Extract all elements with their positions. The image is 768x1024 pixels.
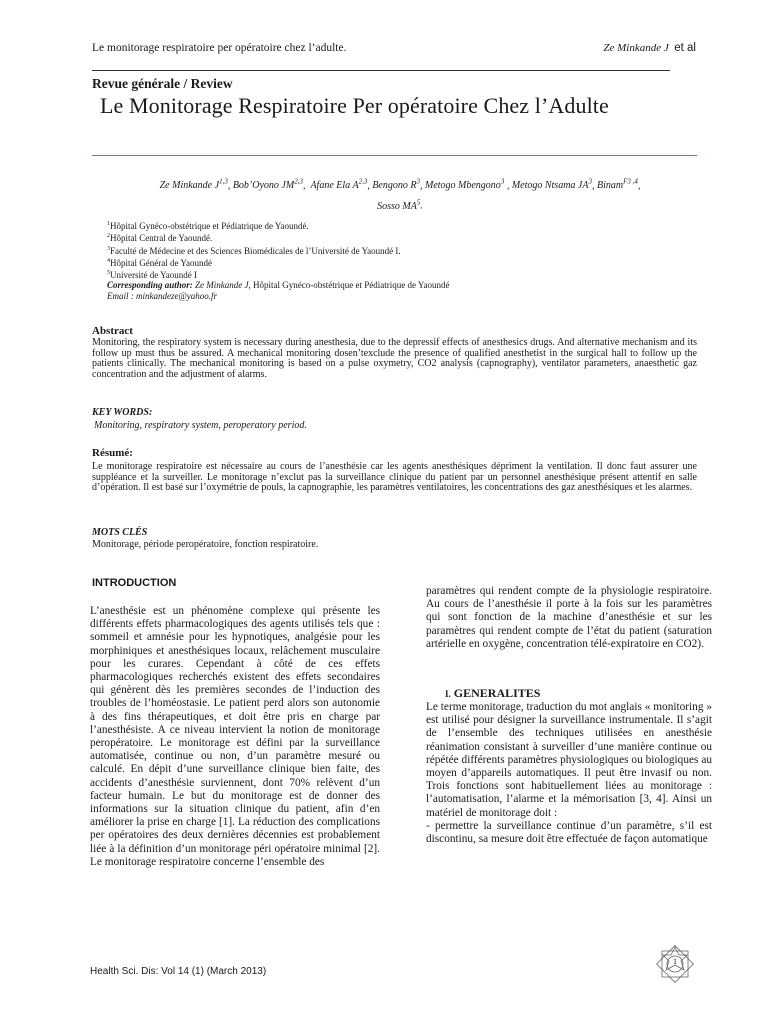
corresponding-email[interactable]: Email : minkandeze@yahoo.fr (107, 290, 218, 301)
title-rule (92, 155, 697, 156)
author: Bob’Oyono JM$^{2,3}$ (232, 178, 303, 192)
keywords-heading: KEY WORDS: (92, 407, 153, 418)
author: Metogo Ntsama $JA^3$ (511, 178, 592, 192)
author: Sosso $MA^5$ (377, 198, 421, 212)
page-number-badge (656, 945, 694, 983)
abstract-heading: Abstract (92, 325, 133, 337)
introduction-heading: INTRODUCTION (92, 577, 177, 589)
introduction-paragraph: L’anesthésie est un phénomène complexe qui présente les différents effets pharmacologiques des agents utilisés tels que : sommeil et amnésie pour les hypnotiques, analgésie pour les morphiniques et anesthésiques locaux, relâchement musculaire pour les curares. Cependant à côté de ces effets pharmacologiques recherchés existent des effets secondaires qui génèrent dès les premières secondes de l’induction des troubles de l’homéostasie. Le patient perd alors son autonomie à des fins thérapeutiques, et doit être pris en charge par l’anesthésiste. A ce niveau intervient la notion de monitorage peropératoire. Le monitorage est défini par la surveillance automatisée, continue ou non, d’un paramètre mesuré ou calculé. En dépit d’une surveillance clinique bien faite, des accidents d’anesthésie surviennent, dont 70% relèvent d’un facteur humain. Le but du monitorage est de donner des informations sur la situation clinique du patient, afin d’en améliorer la prise en charge [1]. La réduction des complications per opératoires des deux dernières décennies est probablement liée à la définition d’un monitorage péri opératoire minimal [2]. Le monitorage respiratoire concerne l’ensemble des (90, 605, 380, 868)
keywords-text: Monitoring, respiratory system, peroperatory period. (94, 420, 307, 431)
header-rule (92, 70, 670, 71)
abstract-text: Monitoring, the respiratory system is necessary during anesthesia, due to the depressif effects of anesthesics drugs. And alternative mechanism and its follow up must thus be assured. A mechanical monitoring dosen’texclude the presence of qualified anesthetist in the surgical hall to follow up the patients clinically. The mechanical monitoring is based on a pulse oxymetry, CO2 analysis (capnography), ventilator parameters, anaesthetic gaz concentration and the adjustment of alarms. (92, 337, 697, 380)
generalites-number: I. (445, 689, 451, 699)
running-title: Le monitorage respiratoire per opératoire chez l’adulte. (92, 42, 347, 54)
author-list: Ze Minkande J$^{1,3}$, Bob’Oyono JM$^{2,3}$, Afane Ela A$^{2,3}$, Bengono $R^3$, Metogo Mbengono$^3$ , Metogo Ntsama $JA^3$, Binam$^{F3 ,4}$, Sosso $MA^5$. (159, 178, 641, 212)
affiliations (107, 219, 449, 301)
intro-continued (426, 585, 712, 651)
mots-cles-heading: MOTS CLÉS (92, 527, 148, 538)
introduction-text (90, 605, 380, 869)
footer-citation: Health Sci. Dis: Vol 14 (1) (March 2013) (90, 966, 267, 977)
affiliation: $^2$Hôpital Central de Yaoundé. (107, 233, 213, 244)
running-author-etal: et al (674, 42, 696, 54)
mots-cles-text: Monitorage, période peropératoire, fonction respiratoire. (92, 539, 319, 550)
running-author (603, 42, 696, 54)
generalites-bullet: - permettre la surveillance continue d’un paramètre, s’il est discontinu, sa mesure doit être effectuée de façon automatique (426, 819, 712, 846)
generalites-paragraph: Le terme monitorage, traduction du mot anglais « monitoring » est utilisé pour désigner la surveillance instrumentale. Il s’agit de l’ensemble des techniques utilisées en anesthésie réanimation consistant à surveiller d’une manière continue ou répétée différents paramètres physiologiques ou biologiques au moyen d’appareils automatiques. Il peut être invasif ou non. Trois fonctions sont habituellement liées au monitorage : l’automatisation, l’alarme et la mémorisation [3, 4]. Ainsi un matériel de monitorage doit : (426, 701, 712, 819)
author: Bengono $R^3$ (372, 178, 420, 192)
intro-continued-paragraph: paramètres qui rendent compte de la physiologie respiratoire. Au cours de l’anesthésie il porte à la fois sur les paramètres qui sont fonction de la machine d’anesthésie et sur les paramètres qui rendent compte de l’état du patient (saturation artérielle en oxygène, concentration télé-expiratoire en CO2). (426, 585, 712, 650)
section-label: Revue générale / Review (92, 76, 233, 91)
affiliation: $^5$Université de Yaoundé I (107, 270, 197, 281)
affiliation: $^1$Hôpital Gynéco-obstétrique et Pédiatrique de Yaoundé. (107, 221, 309, 231)
resume-text: Le monitorage respiratoire est nécessaire au cours de l’anesthésie car les agents anesthésiques dépriment la ventilation. Il donc faut assurer une suppléance et la surveiller. Le monitorage n’exclut pas la surveillance clinique du patient par un personnel anesthésique présent attentif en salle d’opération. Il est basé sur l’oxymétrie de pouls, la capnographie, les paramètres ventilatoires, les concentrations des gaz anesthésiques et les alarmes. (92, 461, 697, 494)
article-title: Le Monitorage Respiratoire Per opératoire Chez l’Adulte (100, 93, 609, 118)
resume-heading: Résumé: (92, 447, 133, 459)
generalites-heading (445, 686, 540, 701)
generalites-title: GENERALITES (453, 686, 541, 700)
author: Metogo Mbengono$^3$ (424, 178, 505, 192)
corresponding-author: Corresponding author: Ze Minkande J, Hôpital Gynéco-obstétrique et Pédiatrique de Yaoundé (107, 280, 450, 291)
generalites-text (426, 701, 712, 846)
affiliation: $^3$Faculté de Médecine et des Sciences Biomédicales de l’Université de Yaoundé I. (107, 245, 401, 256)
author: Afane Ela A$^{2,3}$ (310, 178, 368, 192)
page-number: 1 (673, 957, 677, 966)
running-author-name: Ze Minkande J (603, 42, 669, 54)
affiliation: $^4$Hôpital Général de Yaoundé (107, 257, 212, 268)
author: Ze Minkande J$^{1,3}$ (159, 178, 228, 192)
author: Binam$^{F3 ,4}$ (596, 178, 638, 192)
